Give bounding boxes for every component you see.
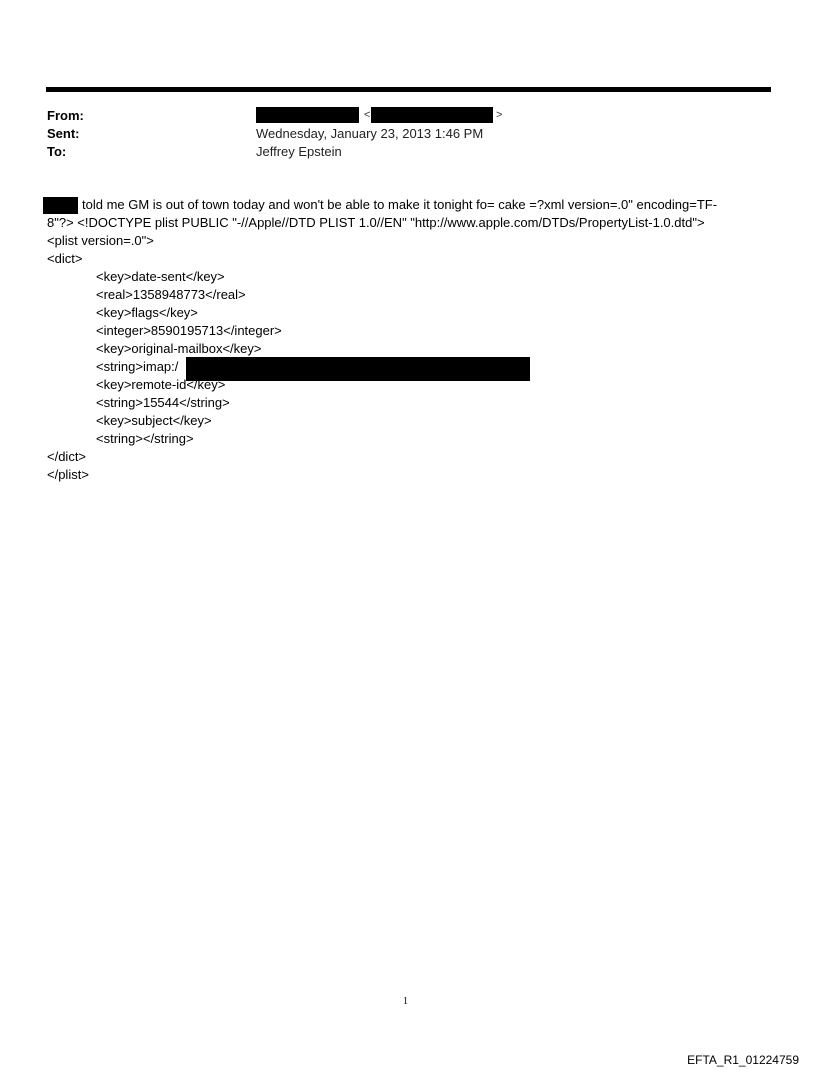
sent-label: Sent:: [47, 126, 80, 141]
body-line-12: <string>15544</string>: [96, 395, 230, 410]
imap-path-redaction: [186, 357, 530, 381]
page-number: 1: [403, 996, 408, 1007]
body-line-7: <key>flags</key>: [96, 305, 198, 320]
from-open-angle: <: [364, 109, 371, 121]
body-line-11: <key>remote-id</key>: [96, 377, 226, 392]
body-line-3: <plist version=.0">: [47, 233, 154, 248]
body-line-13: <key>subject</key>: [96, 413, 212, 428]
body-line-2: 8"?> <!DOCTYPE plist PUBLIC "-//Apple//DTD PLIST 1.0//EN" "http://www.apple.com/DTDs/PropertyList-1.0.dtd">: [47, 215, 705, 230]
from-name-redaction: [256, 107, 359, 123]
body-line-5: <key>date-sent</key>: [96, 269, 225, 284]
body-line-10: <string>imap:/: [96, 359, 179, 374]
body-line-4: <dict>: [47, 251, 83, 266]
to-label: To:: [47, 144, 67, 159]
body-line-15: </dict>: [47, 449, 87, 464]
body-line-6: <real>1358948773</real>: [96, 287, 246, 302]
from-label: From:: [47, 108, 84, 123]
sent-value: Wednesday, January 23, 2013 1:46 PM: [256, 126, 484, 141]
to-value: Jeffrey Epstein: [256, 144, 342, 159]
body-line-16: </plist>: [47, 467, 89, 482]
from-close-angle: >: [496, 109, 503, 121]
sender-name-redaction: [43, 197, 78, 214]
body-line-1: told me GM is out of town today and won't be able to make it tonight fo= cake =?xml version=.0" encoding=TF-: [82, 197, 718, 212]
body-line-8: <integer>8590195713</integer>: [96, 323, 282, 338]
from-email-redaction: [371, 107, 493, 123]
body-line-14: <string></string>: [96, 431, 194, 446]
body-line-9: <key>original-mailbox</key>: [96, 341, 262, 356]
bates-number: EFTA_R1_01224759: [687, 1053, 799, 1067]
header-rule: [46, 87, 771, 92]
